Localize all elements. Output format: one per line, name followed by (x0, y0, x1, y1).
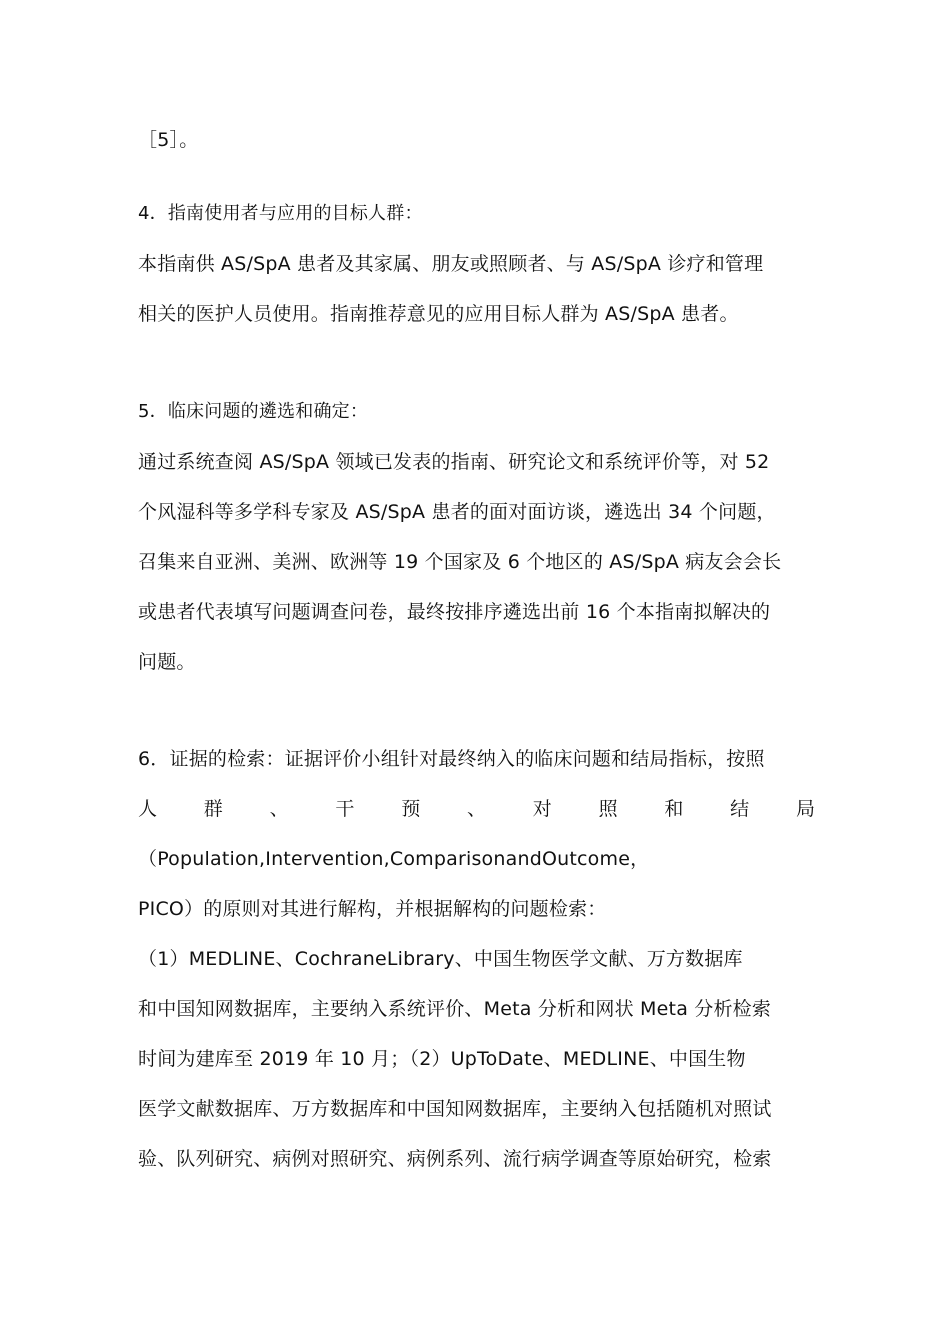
spread-char: 局 (795, 798, 815, 820)
spread-char: 和 (664, 798, 684, 820)
paragraph-line: 本指南供 AS/SpA 患者及其家属、朋友或照顾者、与 AS/SpA 诊疗和管理 (138, 253, 764, 275)
spread-char: 照 (598, 798, 618, 820)
paragraph-line: 相关的医护人员使用。指南推荐意见的应用目标人群为 AS/SpA 患者。 (138, 303, 739, 325)
spread-char: 、 (466, 798, 486, 820)
text-line-citation: ［5］。 (138, 129, 199, 151)
section-heading-6: 6．证据的检索：证据评价小组针对最终纳入的临床问题和结局指标，按照 (138, 748, 765, 770)
spread-char: 人 (138, 798, 158, 820)
spread-char: 群 (203, 798, 223, 820)
paragraph-line: 时间为建库至 2019 年 10 月；（2）UpToDate、MEDLINE、中国生物 (138, 1048, 746, 1070)
spread-char: 结 (730, 798, 750, 820)
spread-char: 对 (532, 798, 552, 820)
spread-char: 干 (335, 798, 355, 820)
paragraph-line: （1）MEDLINE、CochraneLibrary、中国生物医学文献、万方数据库 (138, 948, 743, 970)
paragraph-line: 问题。 (138, 651, 196, 673)
paragraph-line: 个风湿科等多学科专家及 AS/SpA 患者的面对面访谈，遴选出 34 个问题， (138, 501, 776, 523)
section-heading-4: 4．指南使用者与应用的目标人群： (138, 203, 423, 224)
paragraph-line: （Population,Intervention,ComparisonandOutcome， (138, 848, 650, 870)
paragraph-line: 医学文献数据库、万方数据库和中国知网数据库，主要纳入包括随机对照试 (138, 1098, 772, 1120)
spread-char: 、 (269, 798, 289, 820)
paragraph-line: 或患者代表填写问题调查问卷，最终按排序遴选出前 16 个本指南拟解决的 (138, 601, 771, 623)
spread-char: 预 (401, 798, 421, 820)
paragraph-line: 验、队列研究、病例对照研究、病例系列、流行病学调查等原始研究，检索 (138, 1148, 772, 1170)
paragraph-line: 和中国知网数据库，主要纳入系统评价、Meta 分析和网状 Meta 分析检索 (138, 998, 772, 1020)
justified-line (138, 797, 815, 821)
paragraph-line: 通过系统查阅 AS/SpA 领域已发表的指南、研究论文和系统评价等，对 52 (138, 451, 770, 473)
paragraph-line: PICO）的原则对其进行解构，并根据解构的问题检索： (138, 898, 607, 920)
paragraph-line: 召集来自亚洲、美洲、欧洲等 19 个国家及 6 个地区的 AS/SpA 病友会会长 (138, 551, 782, 573)
section-heading-5: 5．临床问题的遴选和确定： (138, 401, 369, 422)
